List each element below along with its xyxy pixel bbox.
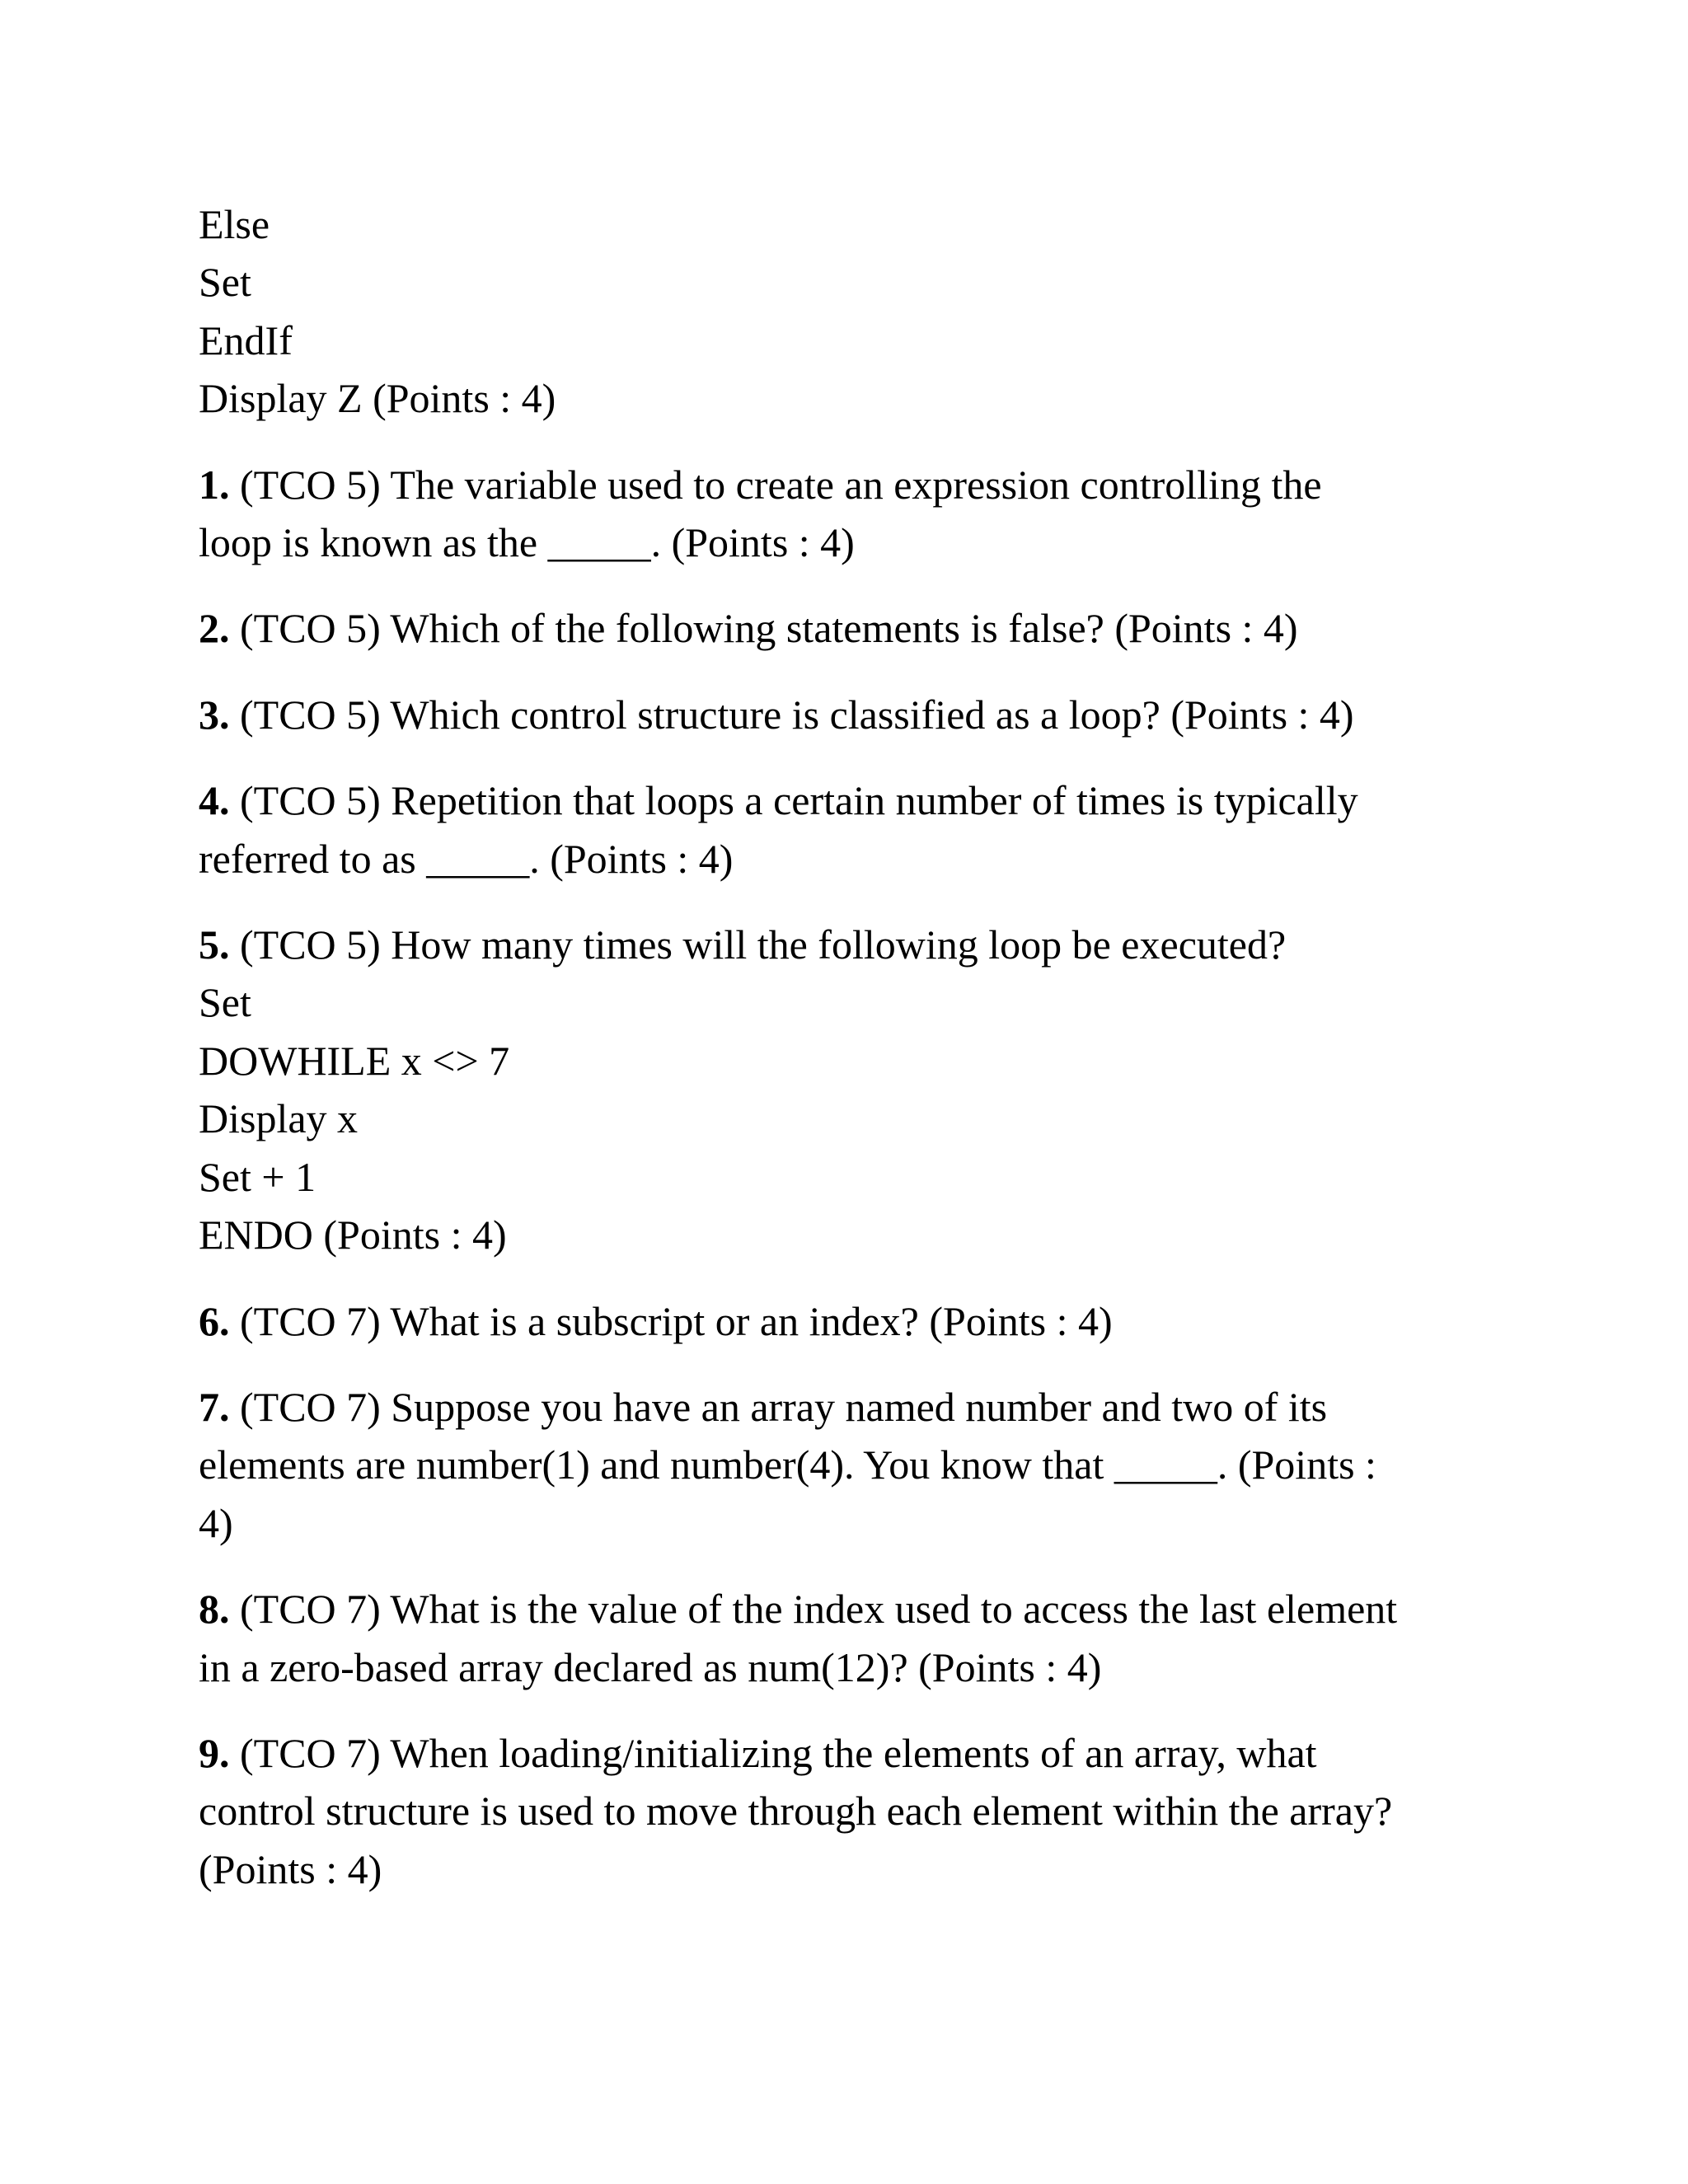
question-text: (TCO 5) Which of the following statements is false? (Points : 4) [240,605,1298,652]
question-text: ENDO (Points : 4) [199,1212,507,1258]
question-line [199,1148,1550,1206]
question-text: (TCO 7) When loading/initializing the elements of an array, what [240,1729,1317,1776]
question-3 [199,686,1550,743]
question-9 [199,1724,1550,1898]
question-line [199,456,1550,513]
question-line [199,1032,1550,1090]
question-line [199,599,1550,657]
question-text: (TCO 5) The variable used to create an expression controlling the [240,461,1322,508]
question-line [199,1090,1550,1147]
question-text: elements are number(1) and number(4). You know that _____. (Points : [199,1441,1376,1488]
intro-code-block [199,195,1550,428]
question-line [199,771,1550,829]
question-text: loop is known as the _____. (Points : 4) [199,519,855,566]
question-line [199,513,1550,571]
question-number: 9. [199,1729,230,1776]
question-2 [199,599,1550,657]
question-line [199,1436,1550,1493]
question-text: (TCO 7) What is a subscript or an index? (Points : 4) [240,1297,1113,1344]
question-line [199,1580,1550,1638]
question-number: 6. [199,1297,230,1344]
document-page [199,195,1550,1926]
question-text: in a zero-based array declared as num(12)? (Points : 4) [199,1643,1102,1690]
question-1 [199,456,1550,572]
question-line [199,973,1550,1031]
question-number: 5. [199,921,230,968]
question-text: 4) [199,1499,233,1546]
question-number: 4. [199,777,230,824]
question-line [199,686,1550,743]
question-text: (TCO 5) Repetition that loops a certain number of times is typically [240,777,1358,824]
code-line: EndIf [199,316,293,363]
question-line [199,916,1550,973]
question-line [199,1206,1550,1263]
question-line [199,1638,1550,1696]
question-text: control structure is used to move through each element within the array? [199,1788,1393,1835]
question-line [199,1782,1550,1840]
question-list [199,456,1550,1899]
question-number: 2. [199,605,230,652]
question-text: Set [199,979,251,1026]
question-number: 8. [199,1586,230,1633]
question-number: 3. [199,691,230,738]
question-line [199,1724,1550,1782]
question-text: Display x [199,1095,359,1142]
question-number: 7. [199,1383,230,1430]
question-line [199,1840,1550,1898]
question-line [199,1292,1550,1350]
question-line [199,830,1550,888]
question-text: (TCO 5) How many times will the following loop be executed? [240,921,1287,968]
question-8 [199,1580,1550,1696]
question-text: (TCO 7) Suppose you have an array named number and two of its [240,1383,1328,1430]
code-line: Else [199,201,270,247]
question-line [199,1378,1550,1436]
question-text: Set + 1 [199,1153,316,1200]
question-text: (Points : 4) [199,1845,382,1892]
question-7 [199,1378,1550,1552]
question-number: 1. [199,461,230,508]
question-text: DOWHILE x <> 7 [199,1037,510,1084]
question-text: referred to as _____. (Points : 4) [199,835,734,882]
question-text: (TCO 7) What is the value of the index used to access the last element [240,1586,1398,1633]
question-text: (TCO 5) Which control structure is classified as a loop? (Points : 4) [240,691,1354,738]
question-line [199,1494,1550,1552]
question-5 [199,916,1550,1263]
question-4 [199,771,1550,888]
code-line: Display Z (Points : 4) [199,375,556,422]
question-6 [199,1292,1550,1350]
code-line: Set [199,259,251,306]
